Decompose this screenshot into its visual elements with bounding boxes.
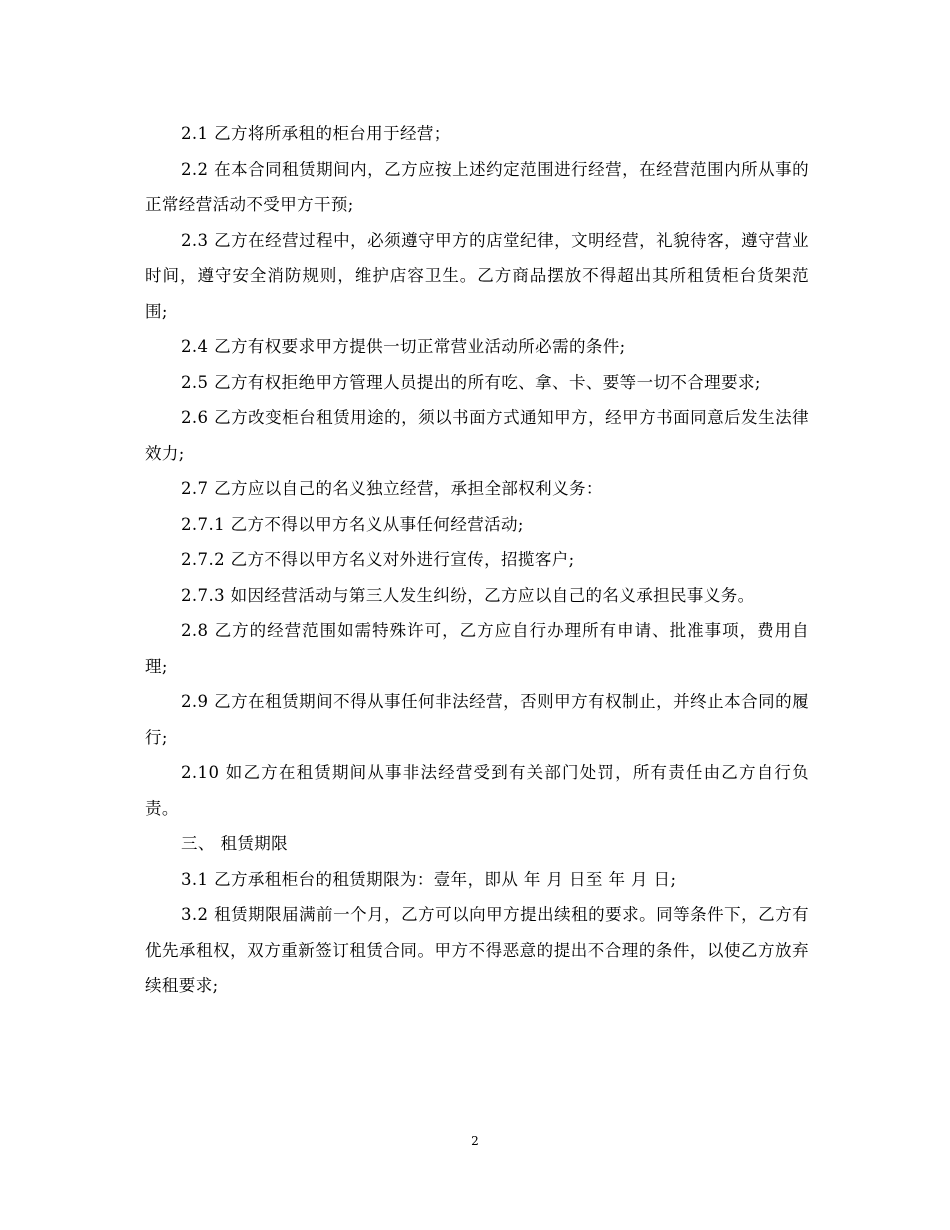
paragraph-2-7-2: 2.7.2 乙方不得以甲方名义对外进行宣传，招揽客户; [181,550,575,569]
paragraph-2-2: 2.2 在本合同租赁期间内，乙方应按上述约定范围进行经营，在经营范围内所从事的正常经营活动不受甲方干预; [145,159,809,214]
paragraph-2-6: 2.6 乙方改变柜台租赁用途的，须以书面方式通知甲方，经甲方书面同意后发生法律效力; [145,408,809,463]
paragraph-2-8: 2.8 乙方的经营范围如需特殊许可，乙方应自行办理所有申请、批准事项，费用自理; [145,621,809,676]
paragraph-2-5: 2.5 乙方有权拒绝甲方管理人员提出的所有吃、拿、卡、要等一切不合理要求; [181,372,761,392]
paragraph-2-4: 2.4 乙方有权要求甲方提供一切正常营业活动所必需的条件; [181,337,626,356]
document-body [145,116,809,1004]
paragraph-2-10: 2.10 如乙方在租赁期间从事非法经营受到有关部门处罚，所有责任由乙方自行负责。 [145,763,809,818]
paragraph-2-1: 2.1 乙方将所承租的柜台用于经营； [181,124,451,143]
page-number: 2 [471,1134,479,1148]
paragraph-2-7: 2.7 乙方应以自己的名义独立经营，承担全部权利义务： [181,479,603,498]
paragraph-3-1: 3.1 乙方承租柜台的租赁期限为：壹年，即从 年 月 日至 年 月 日; [181,869,677,889]
section-heading-lease-term: 三、 租赁期限 [181,834,289,853]
paragraph-3-2: 3.2 租赁期限届满前一个月，乙方可以向甲方提出续租的要求。同等条件下，乙方有优先承租权，双方重新签订租赁合同。甲方不得恶意的提出不合理的条件，以使乙方放弃续租要求; [145,905,809,995]
paragraph-2-3: 2.3 乙方在经营过程中，必须遵守甲方的店堂纪律，文明经营，礼貌待客，遵守营业时间，遵守安全消防规则，维护店容卫生。乙方商品摆放不得超出其所租赁柜台货架范围; [145,230,809,321]
paragraph-2-9: 2.9 乙方在租赁期间不得从事任何非法经营，否则甲方有权制止，并终止本合同的履行; [145,692,809,747]
paragraph-2-7-3: 2.7.3 如因经营活动与第三人发生纠纷，乙方应以自己的名义承担民事义务。 [181,585,755,605]
paragraph-2-7-1: 2.7.1 乙方不得以甲方名义从事任何经营活动; [181,514,524,534]
